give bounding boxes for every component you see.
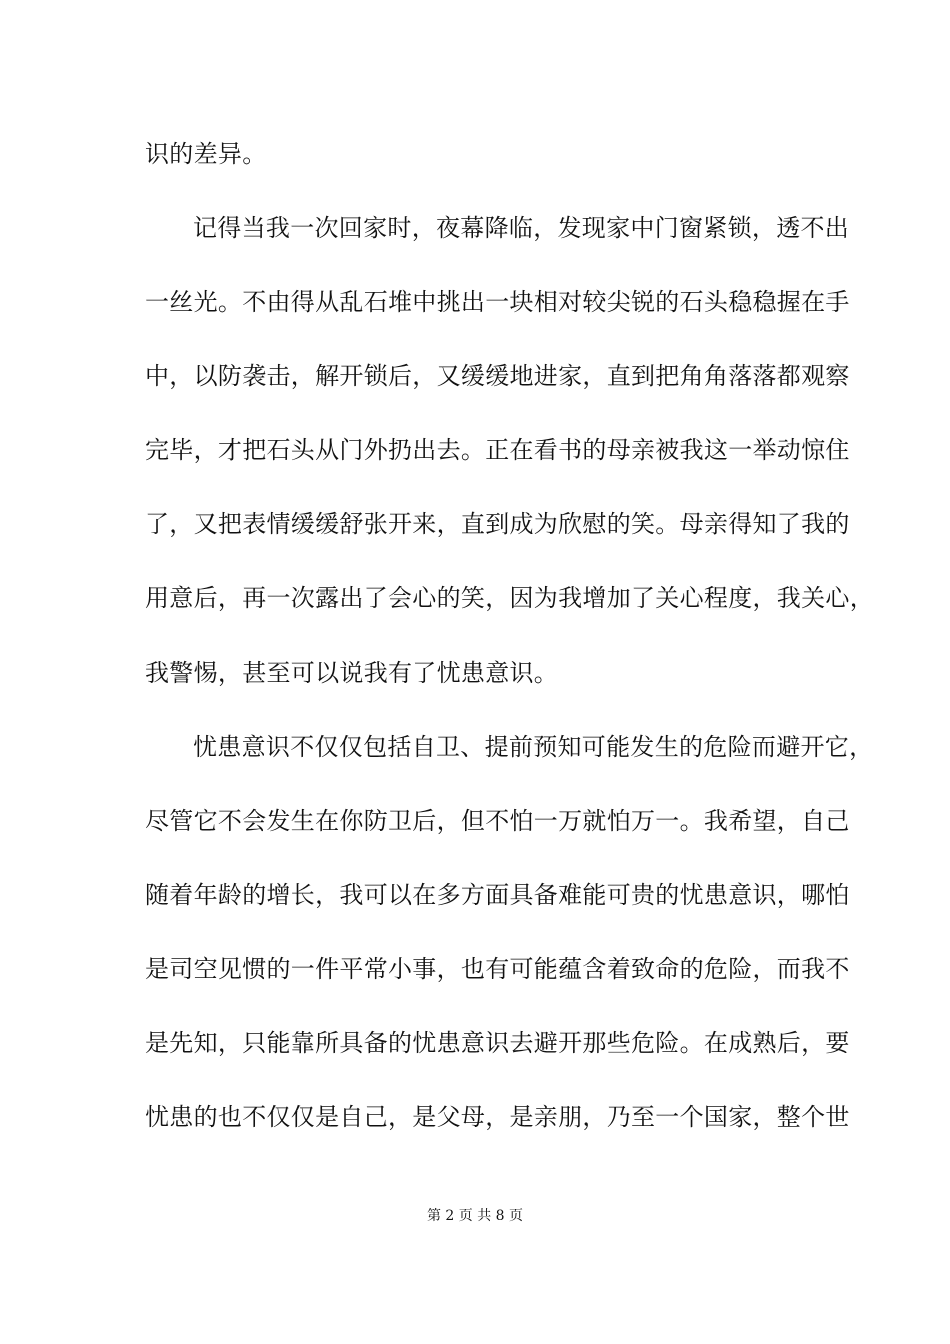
text-line: 我警惕，甚至可以说我有了忧患意识。 bbox=[145, 659, 559, 687]
text-line: 尽管它不会发生在你防卫后，但不怕一万就怕万一。我希望，自己 bbox=[145, 807, 850, 835]
text-line: 了，又把表情缓缓舒张开来，直到成为欣慰的笑。母亲得知了我的 bbox=[145, 510, 850, 538]
paragraph-start-line: 忧患意识不仅仅包括自卫、提前预知可能发生的危险而避开它， bbox=[193, 733, 874, 761]
text-line: 是司空见惯的一件平常小事，也有可能蕴含着致命的危险，而我不 bbox=[145, 955, 850, 983]
text-line: 随着年龄的增长，我可以在多方面具备难能可贵的忧患意识，哪怕 bbox=[145, 881, 850, 909]
text-line: 识的差异。 bbox=[145, 140, 267, 168]
text-line: 完毕，才把石头从门外扔出去。正在看书的母亲被我这一举动惊住 bbox=[145, 436, 850, 464]
text-line: 是先知，只能靠所具备的忧患意识去避开那些危险。在成熟后，要 bbox=[145, 1029, 850, 1057]
text-line: 一丝光。不由得从乱石堆中挑出一块相对较尖锐的石头稳稳握在手 bbox=[145, 288, 850, 316]
text-line: 忧患的也不仅仅是自己，是父母，是亲朋，乃至一个国家，整个世 bbox=[145, 1103, 850, 1131]
text-line: 用意后，再一次露出了会心的笑，因为我增加了关心程度，我关心， bbox=[145, 584, 874, 612]
page-number-footer: 第 2 页 共 8 页 bbox=[426, 1208, 524, 1224]
paragraph-start-line: 记得当我一次回家时，夜幕降临，发现家中门窗紧锁，透不出 bbox=[193, 214, 850, 242]
text-line: 中，以防袭击，解开锁后，又缓缓地进家，直到把角角落落都观察 bbox=[145, 362, 850, 390]
